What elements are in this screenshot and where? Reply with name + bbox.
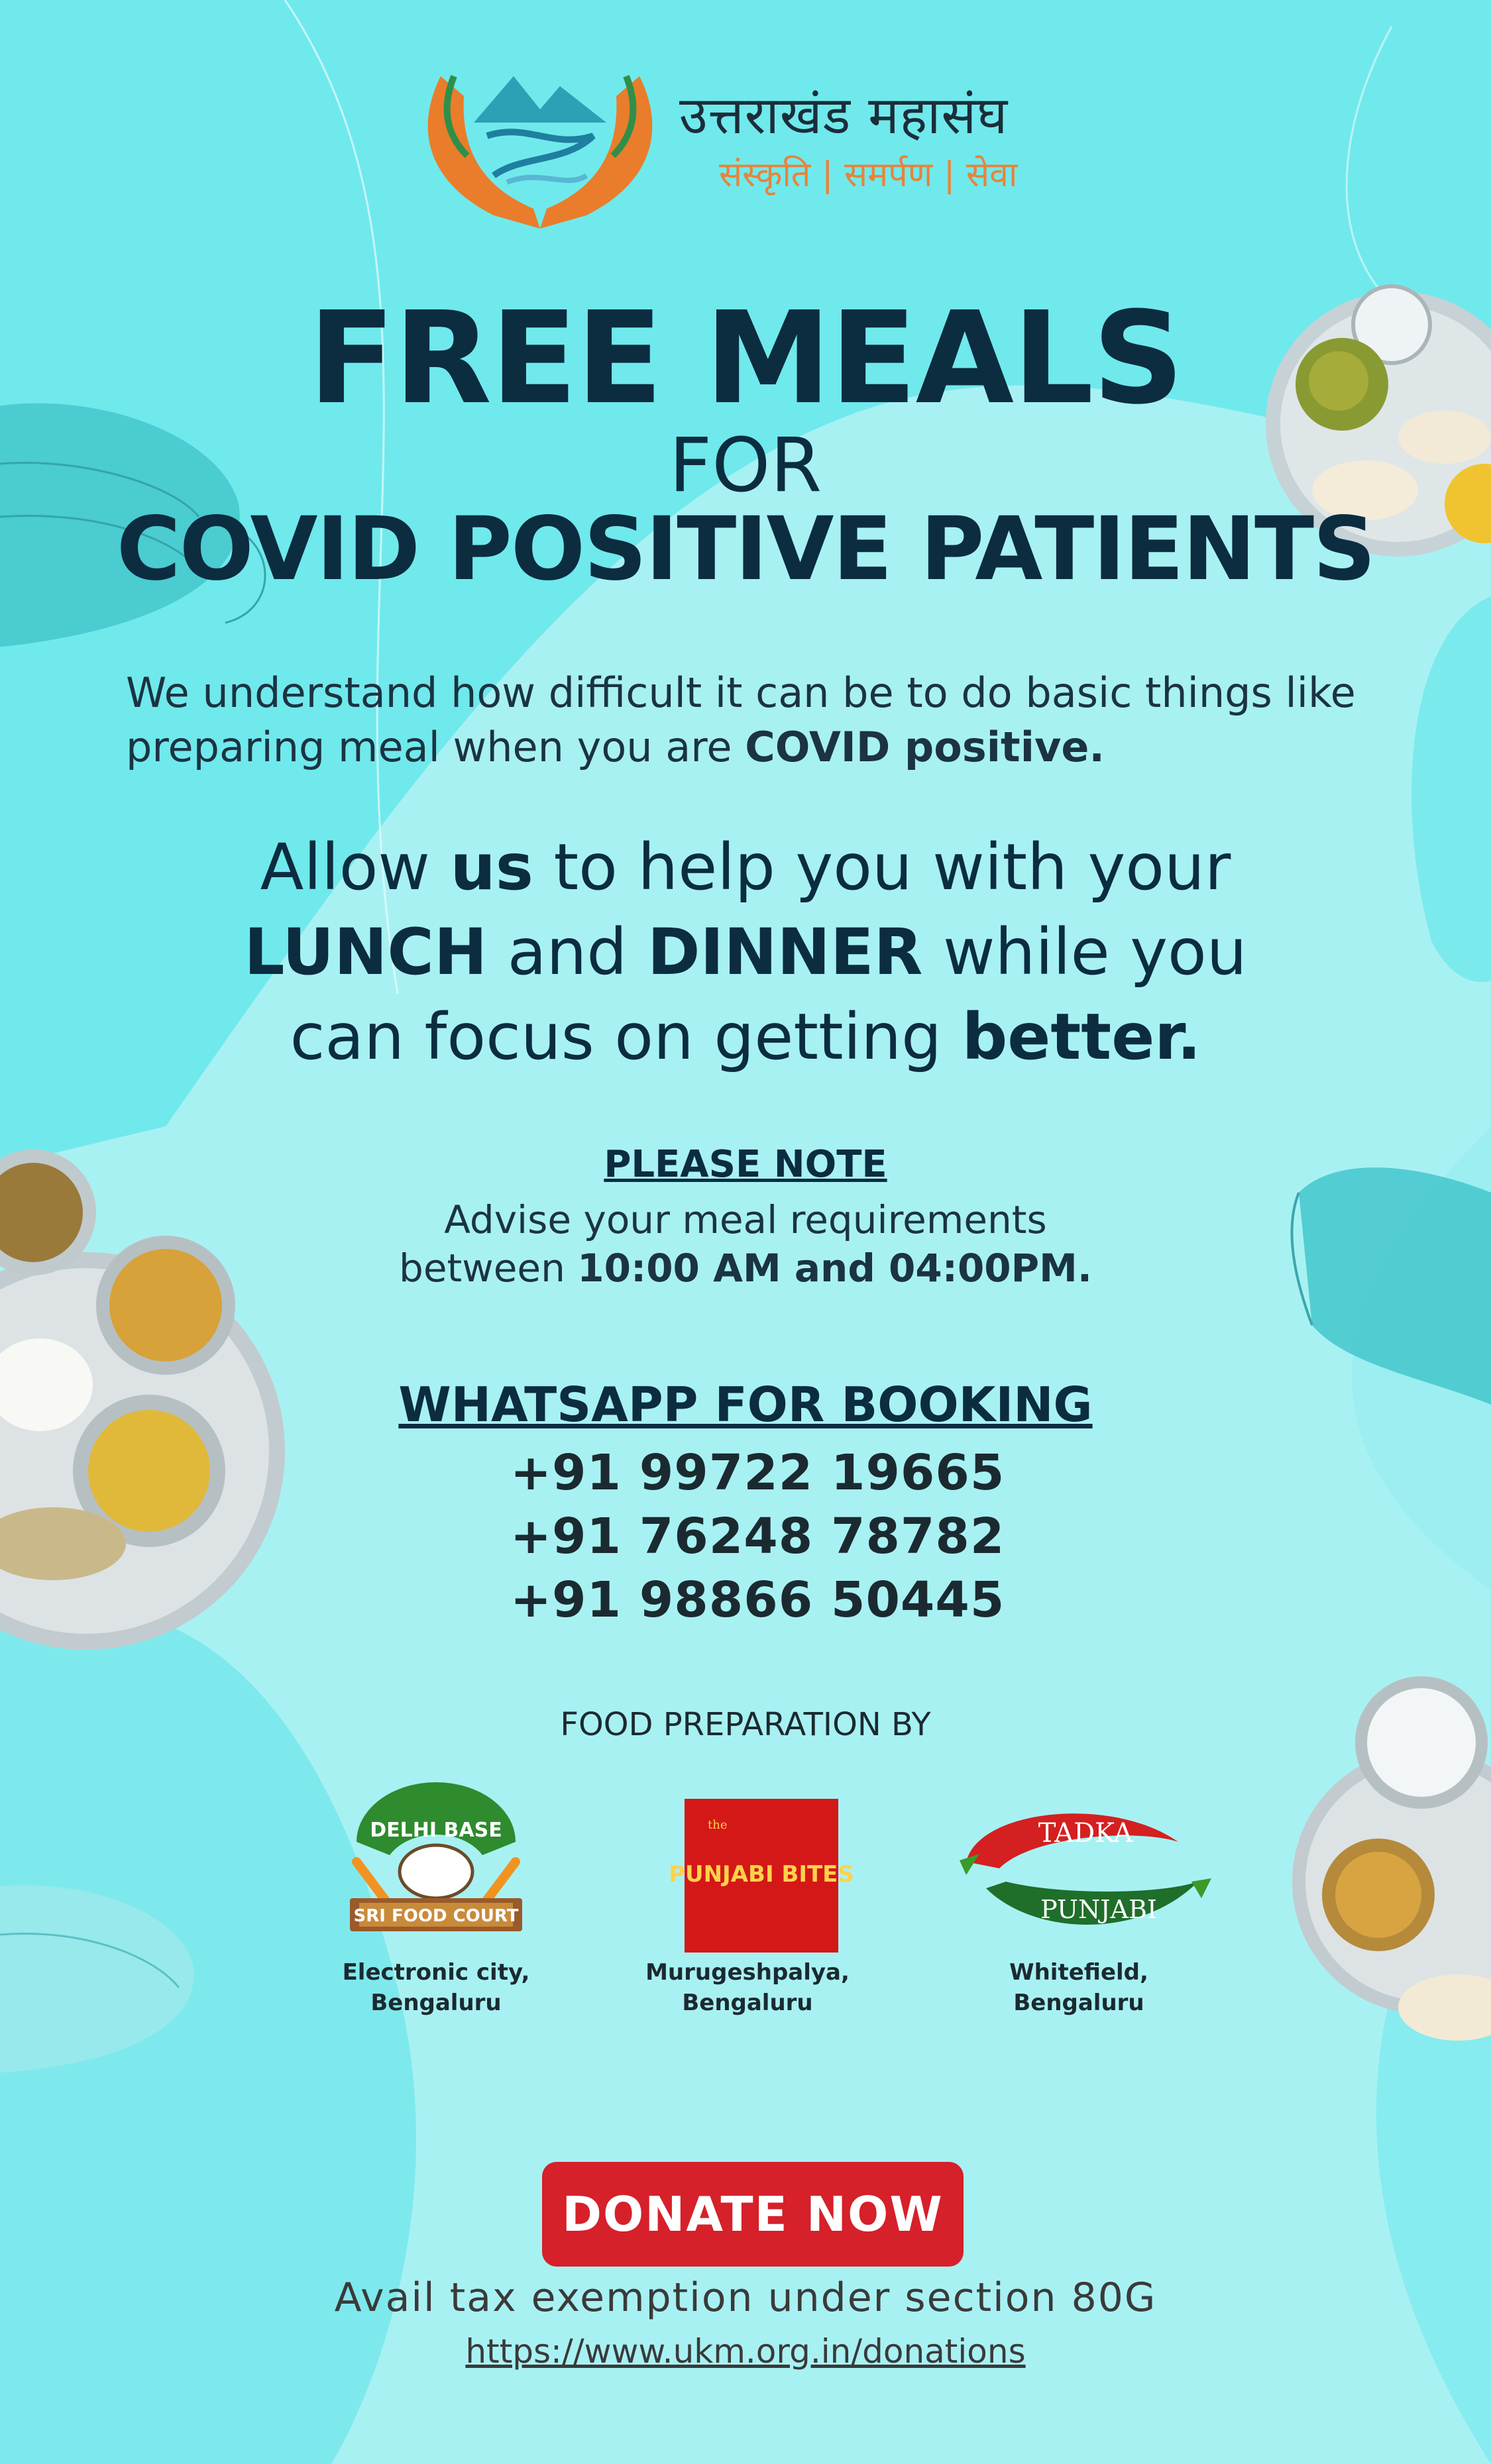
donate-now-button[interactable]: DONATE NOW [542,2162,964,2267]
note-line-2-text: between [399,1246,578,1291]
partner-3-location-line-2: Bengaluru [1013,1990,1144,2016]
allow-line-3-a: can focus on getting [290,1000,962,1074]
note-line-2 [0,1246,1491,1291]
sri-food-court-logo-banner: SRI FOOD COURT [353,1906,519,1926]
intro-line-2-text: preparing meal when you are [126,723,746,771]
allow-line-1 [0,825,1491,910]
title-for: FOR [669,423,822,509]
note-line-1: Advise your meal requirements [444,1197,1047,1242]
allow-line-1-c: to help you with your [533,830,1231,904]
allow-us-message [0,825,1491,1079]
sri-food-court-logo-top: DELHI BASE [370,1819,502,1842]
punjabi-bites-logo-name: PUNJABI BITES [669,1861,854,1888]
partner-2-location-line-1: Murugeshpalya, [645,1959,850,1986]
please-note-heading: PLEASE NOTE [604,1143,887,1186]
title-covid-patients: COVID POSITIVE PATIENTS [116,498,1375,600]
tadka-logo-bottom: PUNJABI [1040,1895,1157,1924]
allow-line-2 [0,910,1491,994]
partner-1-location-line-2: Bengaluru [370,1990,502,2016]
intro-line-1: We understand how difficult it can be to do basic things like [126,669,1356,717]
partner-1-location-line-1: Electronic city, [342,1959,530,1986]
partner-2-location-line-2: Bengaluru [682,1990,813,2016]
donation-link[interactable]: https://www.ukm.org.in/donations [465,2332,1026,2371]
phone-number-3[interactable]: +91 98866 50445 [510,1572,1005,1629]
tax-exemption-note: Avail tax exemption under section 80G [334,2275,1157,2321]
phone-number-2[interactable]: +91 76248 78782 [510,1508,1005,1565]
partner-3-location-line-1: Whitefield, [1009,1959,1148,1986]
tadka-logo-top: TADKA [1038,1818,1133,1848]
punjabi-bites-logo-small: the [708,1818,728,1832]
note-time-range: 10:00 AM and 04:00PM. [577,1246,1092,1291]
allow-lunch: LUNCH [244,915,488,989]
allow-line-3 [0,994,1491,1079]
allow-while-you: while you [922,915,1247,989]
intro-paragraph [126,666,1372,775]
allow-dinner: DINNER [647,915,923,989]
intro-line-2 [126,720,1372,775]
allow-line-1-a: Allow [260,830,451,904]
partner-tadka-punjabi [940,1782,1218,2018]
donation-url [0,2332,1491,2371]
org-name: उत्तराखंड महासंघ [679,86,1009,146]
sri-food-court-logo [317,1782,555,1955]
org-logo [414,50,666,235]
partner-punjabi-bites [608,1782,887,2018]
allow-and: and [487,915,647,989]
allow-line-1-bold: us [450,830,533,904]
tadka-punjabi-logo [940,1782,1218,1955]
org-tagline: संस्कृति | समर्पण | सेवा [719,155,1018,195]
food-preparation-heading: FOOD PREPARATION BY [560,1706,931,1743]
whatsapp-heading: WHATSAPP FOR BOOKING [398,1377,1093,1432]
punjabi-bites-logo [628,1782,867,1955]
title-free-meals: FREE MEALS [308,285,1183,433]
phone-number-1[interactable]: +91 99722 19665 [510,1444,1005,1501]
intro-line-2-bold: COVID positive. [745,723,1105,771]
partner-sri-food-court [297,1782,575,2018]
allow-better: better. [962,1000,1201,1074]
